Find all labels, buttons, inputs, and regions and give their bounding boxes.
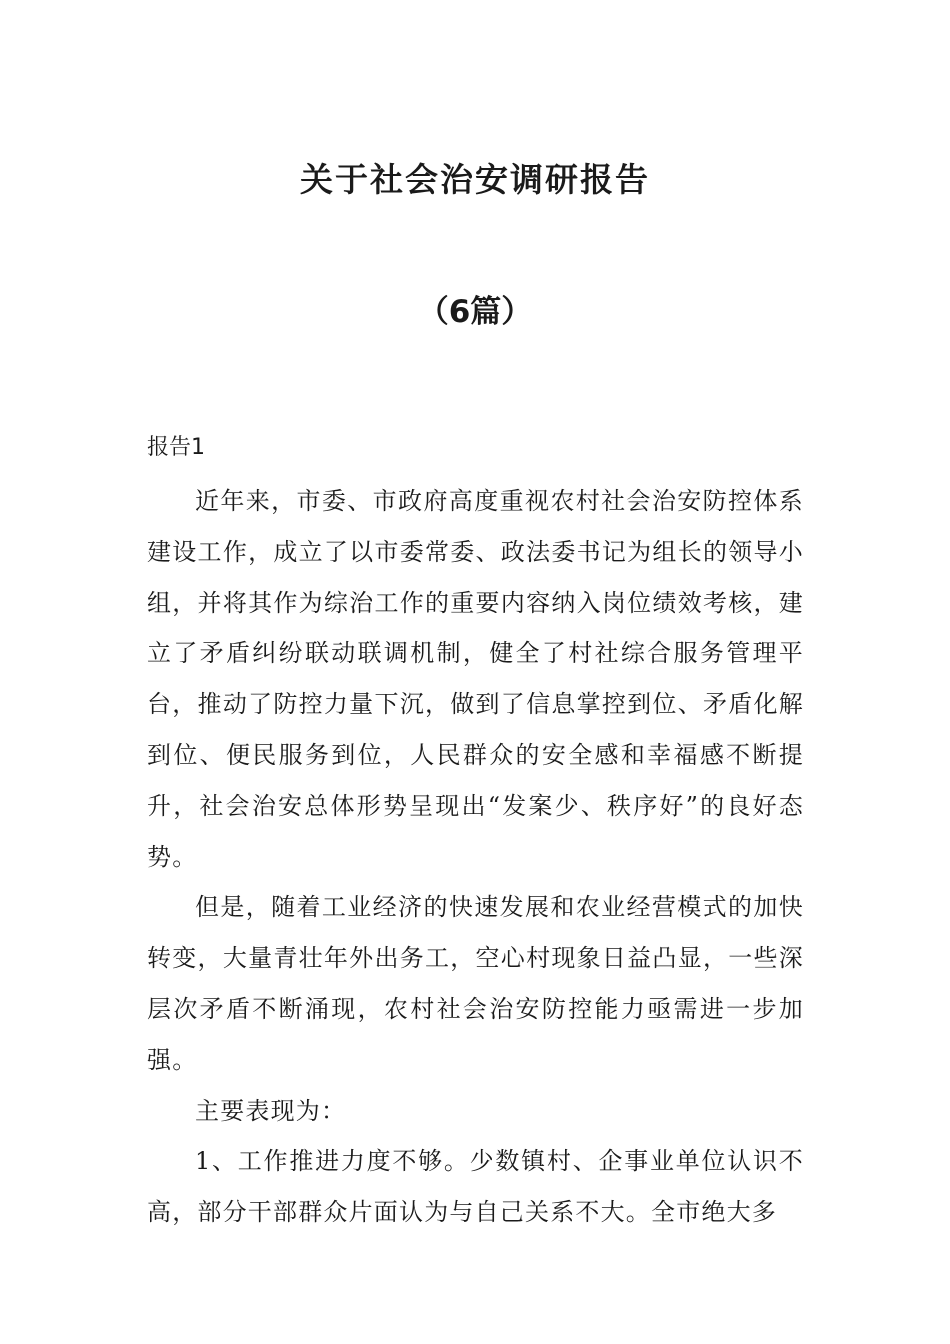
paragraph: 1、工作推进力度不够。少数镇村、企事业单位认识不高，部分干部群众片面认为与自己关系不大。全市绝大多 xyxy=(147,1147,804,1227)
paragraph: 近年来，市委、市政府高度重视农村社会治安防控体系建设工作，成立了以市委常委、政法委书记为组长的领导小组，并将其作为综治工作的重要内容纳入岗位绩效考核，建立了矛盾纠纷联动联调机制，健全了村社综合服务管理平台，推动了防控力量下沉，做到了信息掌控到位、矛盾化解到位、便民服务到位，人民群众的安全感和幸福感不断提升，社会治安总体形势呈现出“发案少、秩序好”的良好态势。 xyxy=(147,487,804,871)
document-title: 关于社会治安调研报告 xyxy=(300,160,650,199)
paragraph: 但是，随着工业经济的快速发展和农业经营模式的加快转变，大量青壮年外出务工，空心村现象日益凸显，一些深层次矛盾不断涌现，农村社会治安防控能力亟需进一步加强。 xyxy=(147,893,804,1074)
document-body xyxy=(147,476,804,1238)
paragraph: 主要表现为： xyxy=(195,1096,347,1125)
document-subtitle: （6篇） xyxy=(417,294,533,330)
report-label: 报告1 xyxy=(147,435,205,460)
